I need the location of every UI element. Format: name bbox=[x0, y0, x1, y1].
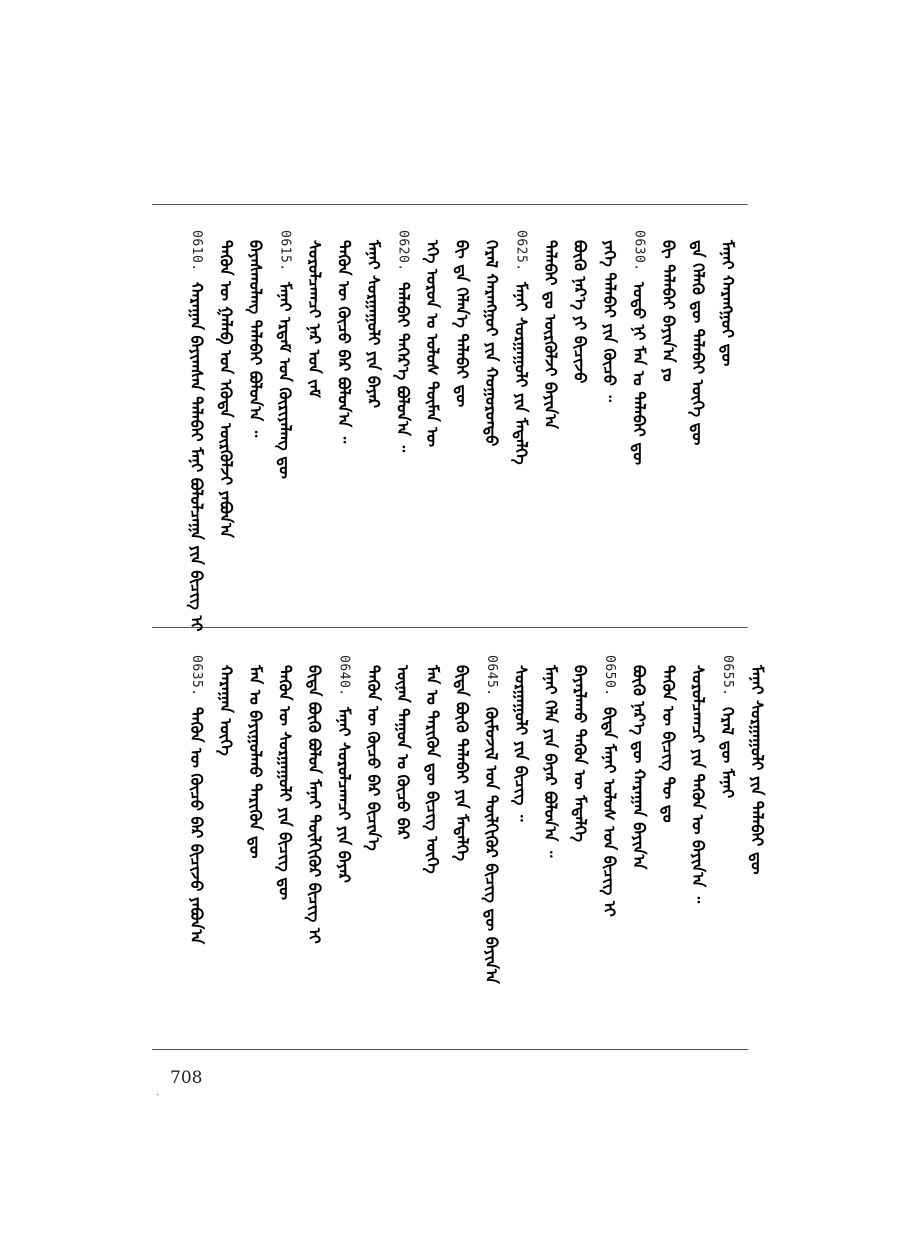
verse-column bbox=[747, 655, 767, 875]
verse-line: ᠮᠠᠨᠠᠢ ᠬᠡᠯᠡ ᠶᠢᠨ ᠪᠠᠶᠠᠷ ᠪᠤᠯᠤᠨ᠎ᠠ ᠃ bbox=[541, 665, 560, 858]
verse-line: ᠰᠤᠷᠤᠯᠴᠠᠭᠴᠢ ᠨᠠᠷ ᠤᠨ ᠵᠠᠮ bbox=[305, 240, 324, 398]
verse-column bbox=[540, 230, 560, 429]
verse-line: ᠲᠡᠭᠦᠨ ᠦ ᠭᠠᠯᠠᠪ ᠤᠨ ᠡᠭᠦᠳᠡ ᠦᠷᠭᠦᠯᠵᠢ ᠶᠠᠪᠤᠨ᠎ᠠ bbox=[216, 240, 236, 538]
verse-column bbox=[216, 655, 236, 756]
verse-line: ᠰᠤᠷᠤᠯᠴᠠᠭᠴᠢ ᠶᠢᠨ ᠲᠡᠭᠦᠨ ᠦ ᠪᠠᠶᠢᠨ᠎ᠠ ᠃ bbox=[688, 665, 708, 904]
verse-line: ᠭᠡᠷᠡᠯ ᠳᠦ ᠮᠠᠨᠠᠢ bbox=[718, 706, 737, 798]
verse-column bbox=[422, 655, 442, 874]
verse-line: ᠲᠡᠭᠦᠨ ᠦ ᠬᠦᠴᠦ ᠪᠡᠷ ᠪᠤᠯᠤᠨ᠎ᠠ ᠃ bbox=[334, 240, 354, 444]
verse-column bbox=[481, 230, 501, 446]
verse-line: ᠡᠬᠡ ᠣᠷᠣᠨ ᠤ ᠤᠯᠤᠰ ᠲᠦᠮᠡᠨ ᠦ bbox=[423, 240, 442, 448]
verse-column bbox=[245, 230, 265, 437]
verse-section-lower bbox=[150, 655, 767, 1035]
line-number: 0635. bbox=[189, 655, 204, 697]
verse-column bbox=[570, 230, 590, 383]
verse-line: ᠲᠠᠯᠠᠪᠠᠢ ᠳᠡᠭᠡᠷ᠎ᠡ ᠪᠤᠯᠤᠨ᠎ᠠ ᠃ bbox=[393, 281, 413, 452]
verse-column bbox=[570, 655, 590, 842]
line-number: 0620. bbox=[395, 230, 411, 272]
verse-line: ᠦᠨᠡᠨ ᠳᠠᠭᠤᠨ ᠤ ᠬᠦᠴᠦ ᠪᠡᠷ bbox=[393, 665, 413, 840]
verse-column bbox=[334, 655, 354, 883]
verse-column bbox=[186, 230, 206, 631]
verse-column bbox=[599, 230, 619, 402]
verse-line: ᠮᠠᠨ ᠤ ᠪᠠᠶᠢᠭᠤᠯᠬᠤ ᠲᠡᠷᠢᠭᠦᠨ ᠳᠦ bbox=[246, 665, 265, 859]
verse-line: ᠲᠡᠭᠦᠨ ᠦ ᠪᠢᠴᠢᠭ ᠲᠦ ᠳᠤ bbox=[659, 665, 678, 823]
verse-column bbox=[629, 230, 649, 465]
line-number: 0625. bbox=[513, 230, 529, 272]
line-number: 0650. bbox=[602, 655, 617, 697]
verse-line: ᠪᠢᠳᠡ ᠮᠠᠨᠠᠢ ᠤᠯᠤᠰ ᠤᠨ ᠪᠢᠴᠢᠭ ᠢ bbox=[600, 706, 619, 917]
verse-line: ᠮᠠᠨᠠᠢ ᠰᠤᠷᠤᠯᠴᠠᠭᠴᠢ ᠶᠢᠨ ᠪᠠᠶᠠᠷ bbox=[334, 706, 354, 883]
verse-line: ᠮᠠᠨᠠᠢ ᠰᠤᠷᠭᠠᠭᠤᠯᠢ ᠶᠢᠨ ᠲᠠᠯᠠᠪᠠᠢ ᠳᠦ bbox=[747, 665, 767, 875]
verse-column bbox=[629, 655, 649, 869]
line-number: 0655. bbox=[720, 655, 735, 697]
verse-column bbox=[481, 655, 501, 983]
verse-column bbox=[245, 655, 265, 859]
verse-line: ᠮᠠᠨᠠᠢ ᠰᠤᠷᠭᠠᠭᠤᠯᠢ ᠶᠢᠨ ᠮᠡᠳᠡᠯᠭᠡ bbox=[511, 281, 531, 465]
verse-line: ᠲᠠᠯᠠᠪᠠᠢ ᠳᠤ ᠦᠷᠭᠦᠯᠵᠢ ᠪᠠᠶᠢᠨ᠎ᠠ bbox=[541, 240, 560, 429]
verse-column bbox=[393, 230, 413, 452]
verse-line: ᠲᠡᠭᠦᠨ ᠦ ᠬᠦᠴᠦ ᠪᠡᠷ ᠪᠢᠴᠢᠵᠦ ᠶᠠᠪᠤᠨ᠎ᠠ bbox=[187, 706, 206, 944]
verse-line: ᠪᠦᠬᠦ ᠨᠡᠷ᠎ᠡ ᠳᠦ ᠬᠠᠷᠠᠭᠠᠨ ᠪᠠᠶᠢᠨ᠎ᠠ bbox=[629, 665, 649, 870]
verse-column bbox=[688, 230, 708, 445]
verse-line: ᠪᠢᠳᠡ ᠪᠦᠬᠦ ᠲᠠᠯᠠᠪᠠᠢ ᠶᠢᠨ ᠮᠡᠳᠡᠯᠭᠡ bbox=[452, 665, 472, 862]
verse-column bbox=[599, 655, 619, 916]
line-number: 0615. bbox=[277, 230, 293, 272]
verse-column bbox=[658, 230, 678, 382]
verse-section-upper bbox=[150, 230, 750, 632]
page-number: 708 bbox=[170, 1068, 203, 1088]
verse-line: ᠣᠳᠣ ᠨᠢ ᠮᠠᠨ ᠤ ᠲᠠᠯᠠᠪᠠᠢ ᠳᠦ bbox=[629, 281, 649, 465]
verse-column bbox=[540, 655, 560, 858]
verse-column bbox=[717, 655, 737, 798]
line-number: 0640. bbox=[336, 655, 352, 697]
verse-column bbox=[363, 655, 383, 851]
verse-line: ᠬᠦᠮᠦᠵᠢᠯ ᠤᠨ ᠲᠦᠯᠬᠢᠭᠦᠷ ᠪᠢᠴᠢᠭ ᠳᠦ ᠪᠠᠶᠢᠨ᠎ᠠ bbox=[482, 706, 501, 984]
middle-rule bbox=[152, 627, 748, 628]
verse-line: ᠮᠠᠨᠠᠢ ᠰᠤᠷᠭᠠᠭᠤᠯᠢ ᠶᠢᠨ ᠪᠠᠶᠠᠷ bbox=[364, 240, 383, 409]
verse-column bbox=[452, 230, 472, 407]
verse-line: ᠭᠡᠷᠡᠯ ᠬᠠᠷᠠᠩᠭᠤᠢ ᠶᠢᠨ ᠬᠣᠭᠣᠷᠣᠨᠳᠣ bbox=[482, 240, 501, 447]
top-rule bbox=[152, 204, 748, 205]
verse-column bbox=[363, 230, 383, 408]
line-number: 0645. bbox=[484, 655, 499, 697]
verse-line: ᠪᠢᠳᠡ ᠪᠦᠬᠦ ᠪᠤᠯᠤᠨ ᠮᠠᠨᠠᠢ ᠲᠦᠯᠬᠢᠭᠦᠷ ᠪᠢᠴᠢᠭ ᠢ bbox=[305, 665, 324, 944]
verse-column bbox=[275, 655, 295, 900]
verse-line: ᠮᠠᠨᠠᠢ ᠬᠠᠷᠠᠩᠭᠤᠢ ᠳᠦ bbox=[718, 240, 737, 367]
verse-column bbox=[658, 655, 678, 823]
verse-column bbox=[717, 230, 737, 366]
verse-column bbox=[511, 230, 531, 464]
verse-column bbox=[186, 655, 206, 944]
verse-line: ᠲᠡᠭᠦᠨ ᠦ ᠰᠤᠷᠭᠠᠭᠤᠯᠢ ᠶᠢᠨ ᠪᠢᠴᠢᠭ ᠳᠦ bbox=[275, 665, 295, 901]
verse-line: ᠮᠠᠨ ᠤ ᠲᠡᠷᠢᠭᠦᠨ ᠳᠦ ᠪᠢᠴᠢᠭ ᠦᠭᠡ bbox=[423, 665, 442, 874]
verse-line: ᠪᠦᠬᠦ ᠨᠡᠷ᠎ᠡ ᠶᠢ ᠪᠢᠴᠢᠵᠦ bbox=[570, 240, 590, 384]
verse-column bbox=[393, 655, 413, 840]
margin-mark: ˏ bbox=[156, 1085, 160, 1096]
verse-line: ᠬᠠᠷᠠᠭᠠᠨ ᠦᠭᠡ bbox=[216, 665, 236, 756]
verse-line: ᠪᠢ ᠳᠠ ᠬᠡᠯᠡᠨ᠎ᠡ ᠲᠠᠯᠠᠪᠠᠢ ᠳᠦ bbox=[452, 240, 472, 408]
verse-column bbox=[511, 655, 531, 822]
verse-column bbox=[422, 230, 442, 447]
verse-column bbox=[304, 230, 324, 398]
line-number: 0610. bbox=[189, 230, 204, 272]
verse-column bbox=[304, 655, 324, 944]
verse-line: ᠬᠠᠷᠠᠭᠠᠨ ᠪᠠᠶᠢᠭᠰᠠᠨ ᠲᠠᠯᠠᠪᠠᠢ ᠮᠠᠨᠢ ᠪᠤᠯᠤᠯᠴᠠᠭᠠ ᠶᠢᠨ ᠪᠢᠴᠢᠭ ᠢ bbox=[187, 281, 206, 632]
verse-column bbox=[688, 655, 708, 903]
verse-column bbox=[452, 655, 472, 861]
verse-line: ᠲᠡᠭᠦᠨ ᠦ ᠬᠦᠴᠦ ᠪᠡᠷ ᠪᠢᠴᠢᠨ᠎ᠡ bbox=[364, 665, 383, 851]
verse-line: ᠶᠡᠬᠡ ᠲᠠᠯᠠᠪᠠᠢ ᠶᠢᠨ ᠬᠦᠴᠦ ᠃ bbox=[600, 240, 619, 402]
verse-column bbox=[216, 230, 236, 538]
verse-line: ᠪᠠᠶᠠᠷᠯᠠᠬᠤ ᠲᠡᠭᠦᠨ ᠦ ᠮᠡᠳᠡᠯᠭᠡ bbox=[570, 665, 590, 843]
verse-line: ᠮᠠᠨᠠᠢ ᠡᠷᠳᠡᠮ ᠤᠨ ᠬᠦᠷᠢᠶᠡᠯᠡᠩ ᠳᠦ bbox=[275, 281, 295, 479]
verse-column bbox=[334, 230, 354, 443]
verse-line: ᠪᠠᠶᠠᠰᠬᠤᠯᠠᠩ ᠲᠠᠯᠠᠪᠠᠢ ᠪᠤᠯᠤᠨ᠎ᠠ ᠃ bbox=[246, 240, 265, 438]
bottom-rule bbox=[152, 1049, 748, 1050]
verse-column bbox=[275, 230, 295, 479]
line-number: 0630. bbox=[631, 230, 647, 272]
verse-line: ᠰᠤᠷᠭᠠᠭᠤᠯᠢ ᠶᠢᠨ ᠪᠢᠴᠢᠭ ᠃ bbox=[511, 665, 531, 822]
verse-line: ᠳᠠ ᠬᠡᠯᠡᠬᠦ ᠳᠦ ᠲᠠᠯᠠᠪᠠᠢ ᠦᠭᠡ ᠳᠦ bbox=[688, 240, 708, 446]
verse-line: ᠪᠢ ᠲᠠᠯᠠᠪᠠᠢ ᠪᠠᠶᠢᠨ᠎ᠠ ᠶᠤ bbox=[659, 240, 678, 382]
